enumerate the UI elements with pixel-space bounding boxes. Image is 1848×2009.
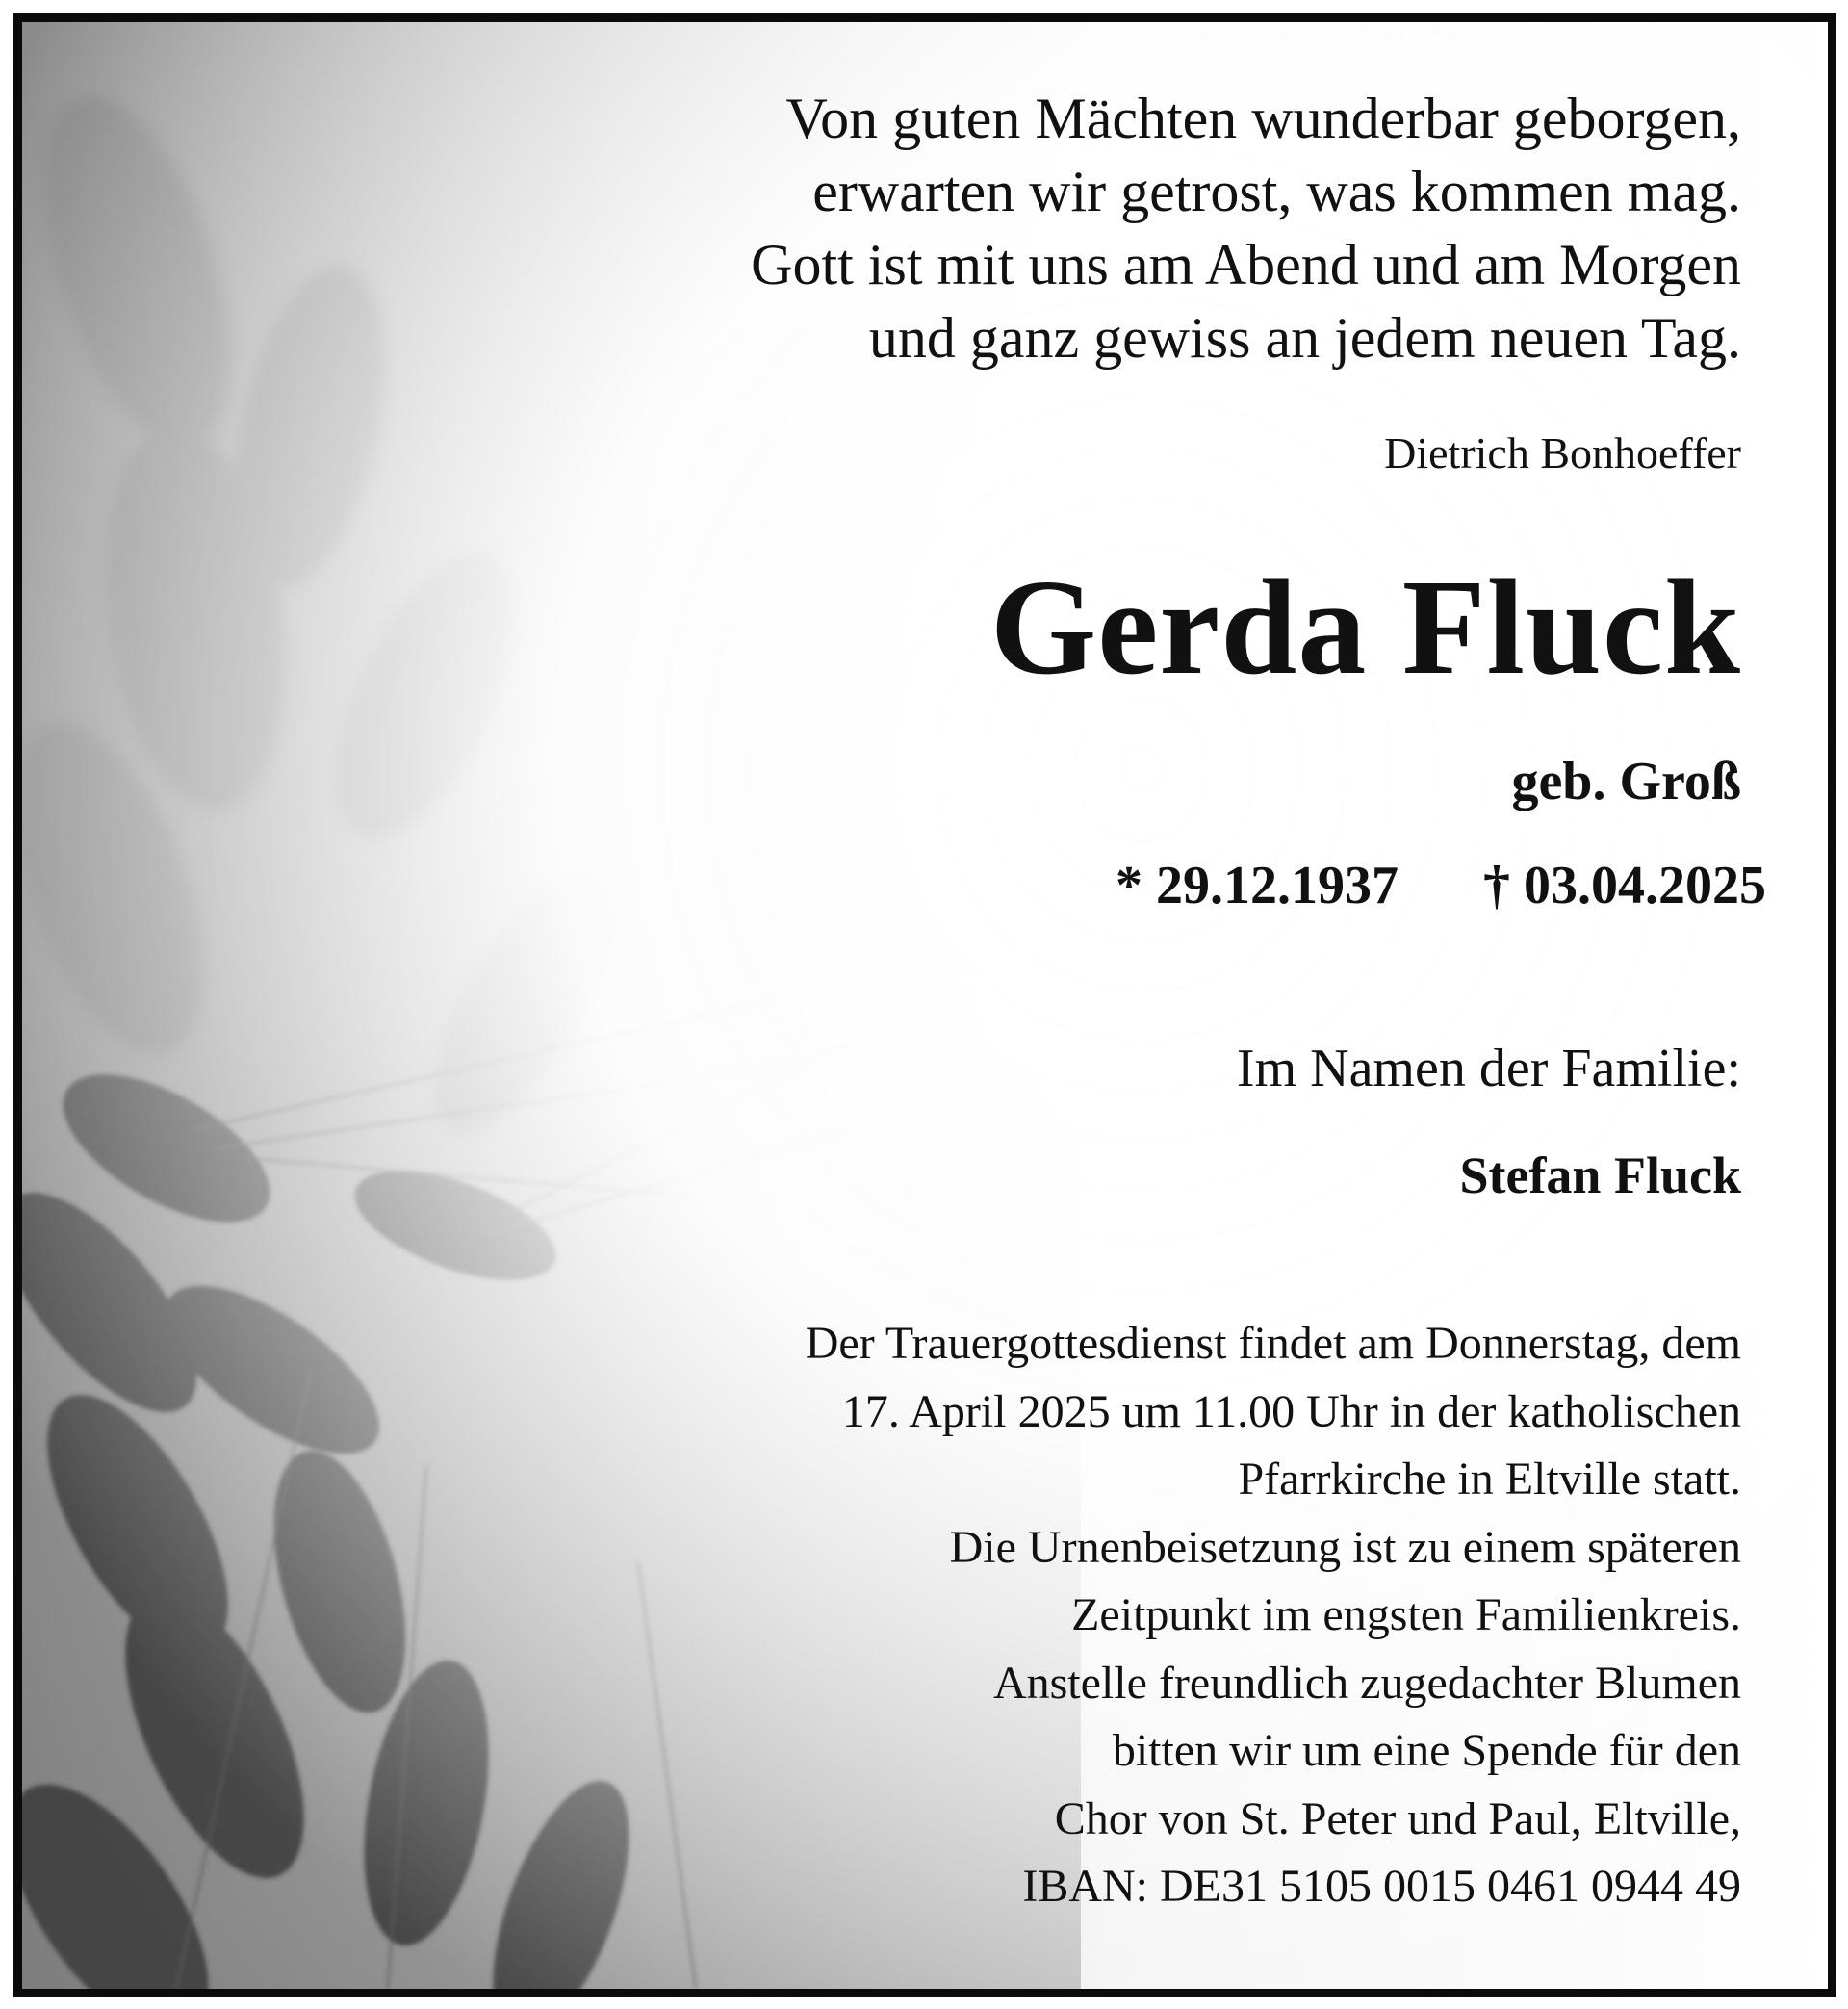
deceased-name: Gerda Fluck: [989, 551, 1741, 703]
details-line: Zeitpunkt im engsten Familienkreis.: [1071, 1589, 1741, 1640]
details-line: IBAN: DE31 5105 0015 0461 0944 49: [1022, 1861, 1741, 1912]
signer-name: Stefan Fluck: [1459, 1146, 1741, 1204]
service-details: [806, 1310, 1741, 1921]
details-line: Die Urnenbeisetzung ist zu einem späteren: [949, 1521, 1741, 1573]
details-line: bitten wir um eine Spende für den: [1112, 1725, 1741, 1776]
birth-date: * 29.12.1937: [1116, 856, 1399, 915]
details-line: Der Trauergottesdienst findet am Donnerstag, dem: [805, 1318, 1741, 1369]
poem-line: und ganz gewiss an jedem neuen Tag.: [868, 306, 1741, 370]
details-line: Chor von St. Peter und Paul, Eltville,: [1054, 1792, 1741, 1844]
details-line: 17. April 2025 um 11.00 Uhr in der katholischen: [841, 1385, 1741, 1437]
details-line: Pfarrkirche in Eltville statt.: [1238, 1454, 1741, 1505]
details-line: Anstelle freundlich zugedachter Blumen: [992, 1657, 1741, 1709]
poem-quote: [751, 82, 1741, 374]
maiden-name: geb. Groß: [1511, 752, 1741, 811]
life-dates: [1116, 852, 1766, 919]
death-date: † 03.04.2025: [1483, 856, 1766, 915]
family-intro: Im Namen der Familie:: [1236, 1039, 1741, 1098]
obituary-frame: [13, 13, 1836, 1997]
poem-line: Gott ist mit uns am Abend und am Morgen: [751, 233, 1741, 296]
poem-author: Dietrich Bonhoeffer: [1384, 428, 1741, 477]
poem-line: Von guten Mächten wunderbar geborgen,: [785, 87, 1741, 150]
poem-line: erwarten wir getrost, was kommen mag.: [812, 160, 1741, 223]
